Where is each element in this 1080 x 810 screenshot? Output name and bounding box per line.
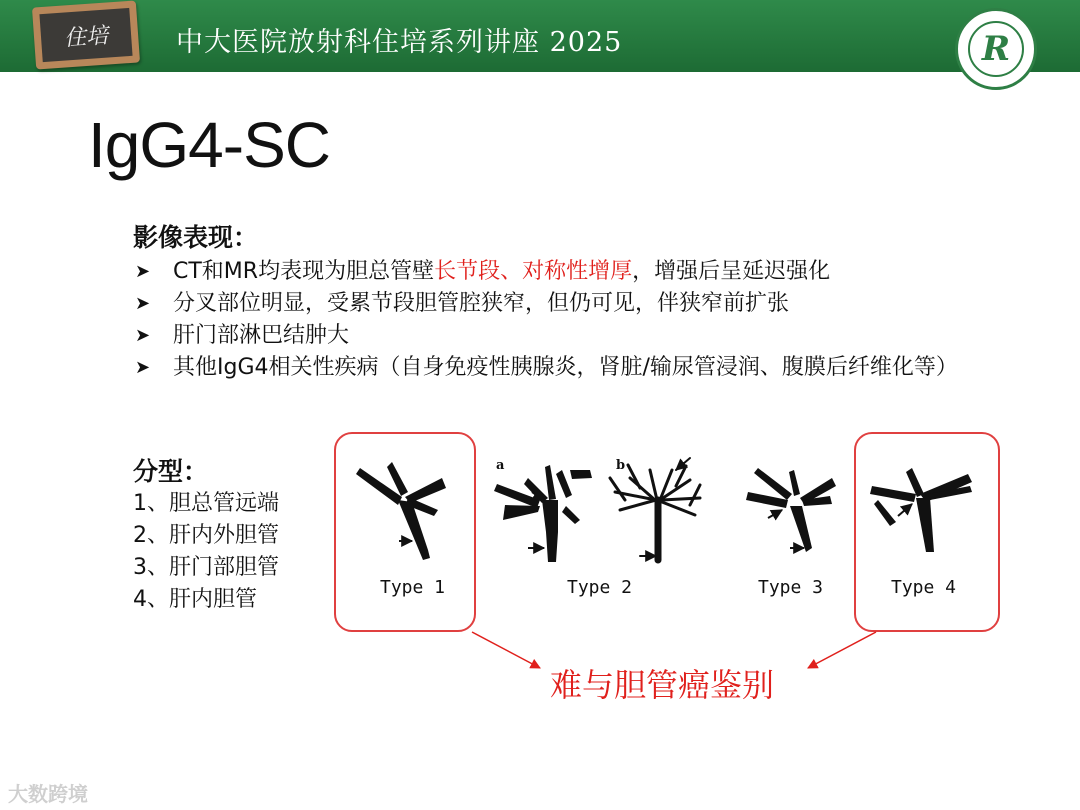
bullet-text-end: ，增强后呈延迟强化 bbox=[632, 259, 831, 284]
logo-letter: R bbox=[968, 21, 1024, 77]
differential-callout: 难与胆管癌鉴别 bbox=[550, 666, 775, 704]
type1-duct-sketch bbox=[356, 462, 446, 560]
header-title: 中大医院放射科住培系列讲座 2025 bbox=[176, 27, 623, 58]
residency-sign-text: 住培 bbox=[39, 8, 132, 62]
bullet-text: 分叉部位明显，受累节段胆管腔狭窄，但仍可见，伴狭窄前扩张 bbox=[173, 291, 790, 316]
type-item: 1、胆总管远端 bbox=[133, 491, 279, 516]
bullet-highlight: 长节段、对称性增厚 bbox=[434, 259, 633, 284]
type4-label: Type 4 bbox=[891, 577, 957, 598]
slide-title: IgG4-SC bbox=[88, 109, 330, 181]
bullet-text: 其他IgG4相关性疾病（自身免疫性胰腺炎，肾脏/输尿管浸润、腹膜后纤维化等） bbox=[173, 355, 958, 380]
arrow-bullet-icon: ➤ bbox=[135, 261, 151, 282]
bullet-text: CT和MR均表现为胆总管壁 bbox=[173, 259, 435, 284]
imaging-heading: 影像表现： bbox=[133, 223, 259, 252]
type-item: 2、肝内外胆管 bbox=[133, 523, 279, 548]
type4-duct-sketch bbox=[870, 468, 972, 552]
type-item: 4、肝内胆管 bbox=[133, 587, 257, 612]
callout-arrow-right bbox=[808, 632, 876, 668]
subfigure-a-label: a bbox=[496, 458, 505, 473]
bullet-text: 肝门部淋巴结肿大 bbox=[173, 323, 350, 348]
arrow-bullet-icon: ➤ bbox=[135, 357, 151, 378]
types-heading: 分型： bbox=[133, 457, 209, 486]
watermark: 大数跨境 bbox=[8, 782, 88, 806]
type2-label: Type 2 bbox=[567, 577, 633, 598]
type-item: 3、肝门部胆管 bbox=[133, 555, 279, 580]
type1-label: Type 1 bbox=[380, 577, 446, 598]
arrow-bullet-icon: ➤ bbox=[135, 293, 151, 314]
arrow-bullet-icon: ➤ bbox=[135, 325, 151, 346]
type2a-duct-sketch bbox=[494, 465, 592, 562]
callout-arrow-left bbox=[472, 632, 540, 668]
subfigure-b-label: b bbox=[616, 458, 626, 473]
type3-duct-sketch bbox=[746, 468, 836, 552]
type2b-duct-sketch bbox=[610, 458, 700, 560]
type3-label: Type 3 bbox=[758, 577, 824, 598]
